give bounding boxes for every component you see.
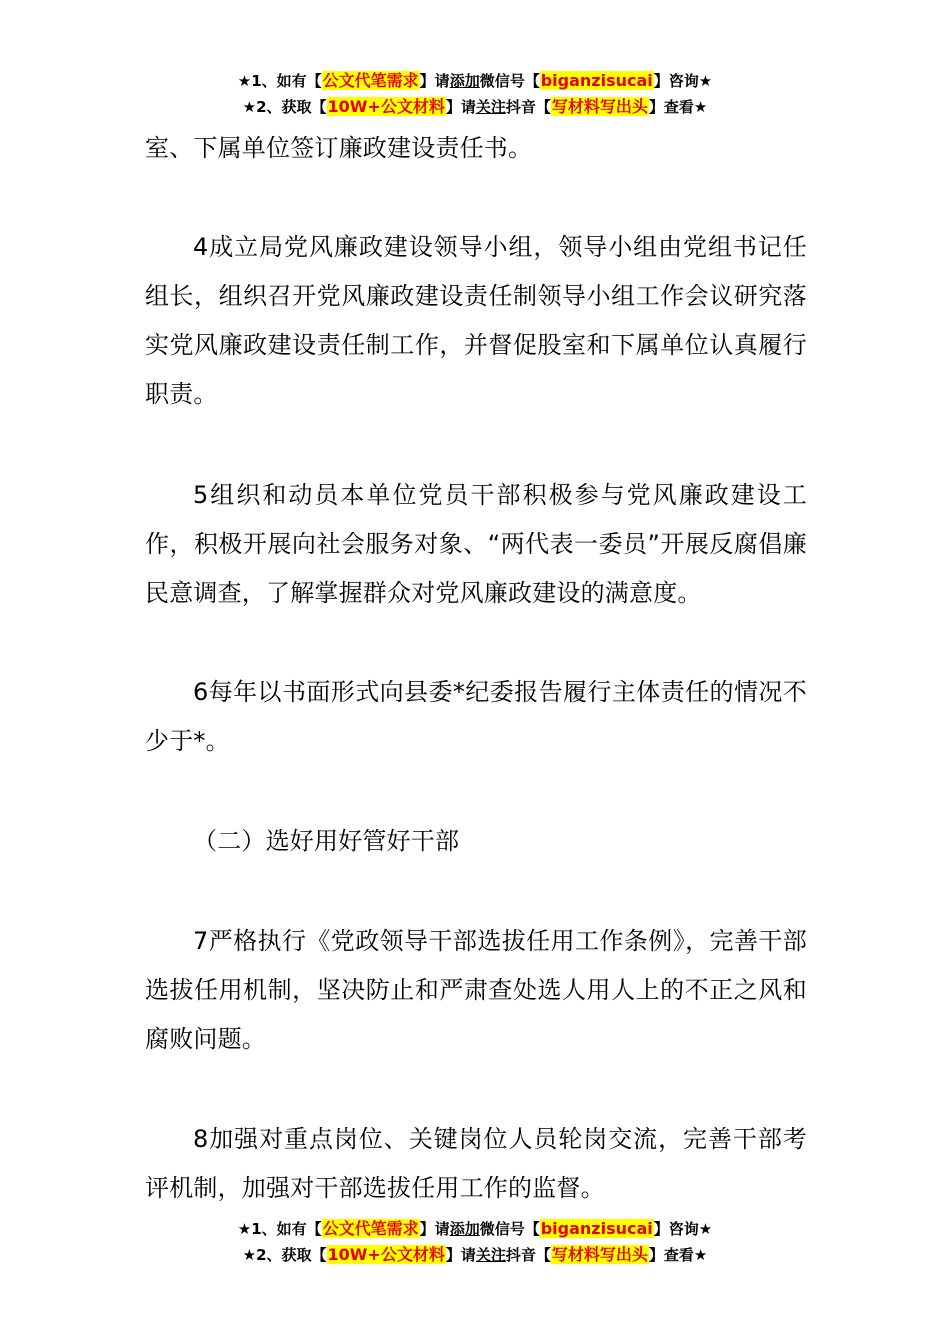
banner-text: 微信号【 xyxy=(479,72,540,90)
banner-underlined: 关注 xyxy=(475,1246,506,1264)
document-body xyxy=(145,1115,807,1213)
banner-highlight: 公文代笔需求 xyxy=(322,71,419,90)
footer-banner xyxy=(0,1216,950,1268)
banner-text: 】请 xyxy=(419,72,450,90)
banner-douyin-id: 写材料写出头 xyxy=(551,97,648,116)
document-body xyxy=(145,817,807,866)
banner-line-1 xyxy=(0,1216,950,1242)
header-banner xyxy=(0,68,950,120)
document-body xyxy=(145,668,807,766)
banner-douyin-id: 写材料写出头 xyxy=(551,1245,648,1264)
banner-text: 】咨询★ xyxy=(653,72,713,90)
document-body xyxy=(145,124,807,173)
paragraph-8: 8加强对重点岗位、关键岗位人员轮岗交流，完善干部考评机制，加强对干部选拔任用工作的监督。 xyxy=(145,1125,807,1202)
document-body xyxy=(145,471,807,618)
paragraph-6: 6每年以书面形式向县委*纪委报告履行主体责任的情况不少于*。 xyxy=(145,678,807,755)
banner-text: 抖音【 xyxy=(505,98,551,116)
banner-text: ★2、获取【 xyxy=(242,98,327,116)
banner-text: 微信号【 xyxy=(479,1220,540,1238)
banner-wechat-id: biganzisucai xyxy=(540,71,653,90)
banner-text: 抖音【 xyxy=(505,1246,551,1264)
banner-text: 】查看★ xyxy=(648,98,708,116)
banner-highlight: 10W+公文材料 xyxy=(327,1245,445,1264)
banner-line-2 xyxy=(0,94,950,120)
paragraph-7: 7严格执行《党政领导干部选拔任用工作条例》，完善干部选拔任用机制，坚决防止和严肃查处选人用人上的不正之风和腐败问题。 xyxy=(145,927,807,1053)
document-body xyxy=(145,917,807,1064)
section-heading: （二）选好用好管好干部 xyxy=(193,827,460,855)
banner-text: 】请 xyxy=(445,98,476,116)
banner-text: ★2、获取【 xyxy=(242,1246,327,1264)
banner-underlined: 关注 xyxy=(475,98,506,116)
paragraph-4: 4成立局党风廉政建设领导小组，领导小组由党组书记任组长，组织召开党风廉政建设责任制领导小组工作会议研究落实党风廉政建设责任制工作，并督促股室和下属单位认真履行职责。 xyxy=(145,233,807,408)
document-body xyxy=(145,223,807,419)
paragraph-continued: 室、下属单位签订廉政建设责任书。 xyxy=(145,134,533,162)
banner-text: ★1、如有【 xyxy=(237,72,322,90)
banner-text: 】请 xyxy=(419,1220,450,1238)
paragraph-5: 5组织和动员本单位党员干部积极参与党风廉政建设工作，积极开展向社会服务对象、“两代表一委员”开展反腐倡廉民意调查，了解掌握群众对党风廉政建设的满意度。 xyxy=(145,481,807,607)
banner-underlined: 添加 xyxy=(449,72,480,90)
banner-line-2 xyxy=(0,1242,950,1268)
banner-text: 】查看★ xyxy=(648,1246,708,1264)
banner-text: ★1、如有【 xyxy=(237,1220,322,1238)
banner-text: 】请 xyxy=(445,1246,476,1264)
banner-wechat-id: biganzisucai xyxy=(540,1219,653,1238)
banner-highlight: 10W+公文材料 xyxy=(327,97,445,116)
banner-highlight: 公文代笔需求 xyxy=(322,1219,419,1238)
banner-text: 】咨询★ xyxy=(653,1220,713,1238)
banner-underlined: 添加 xyxy=(449,1220,480,1238)
banner-line-1 xyxy=(0,68,950,94)
